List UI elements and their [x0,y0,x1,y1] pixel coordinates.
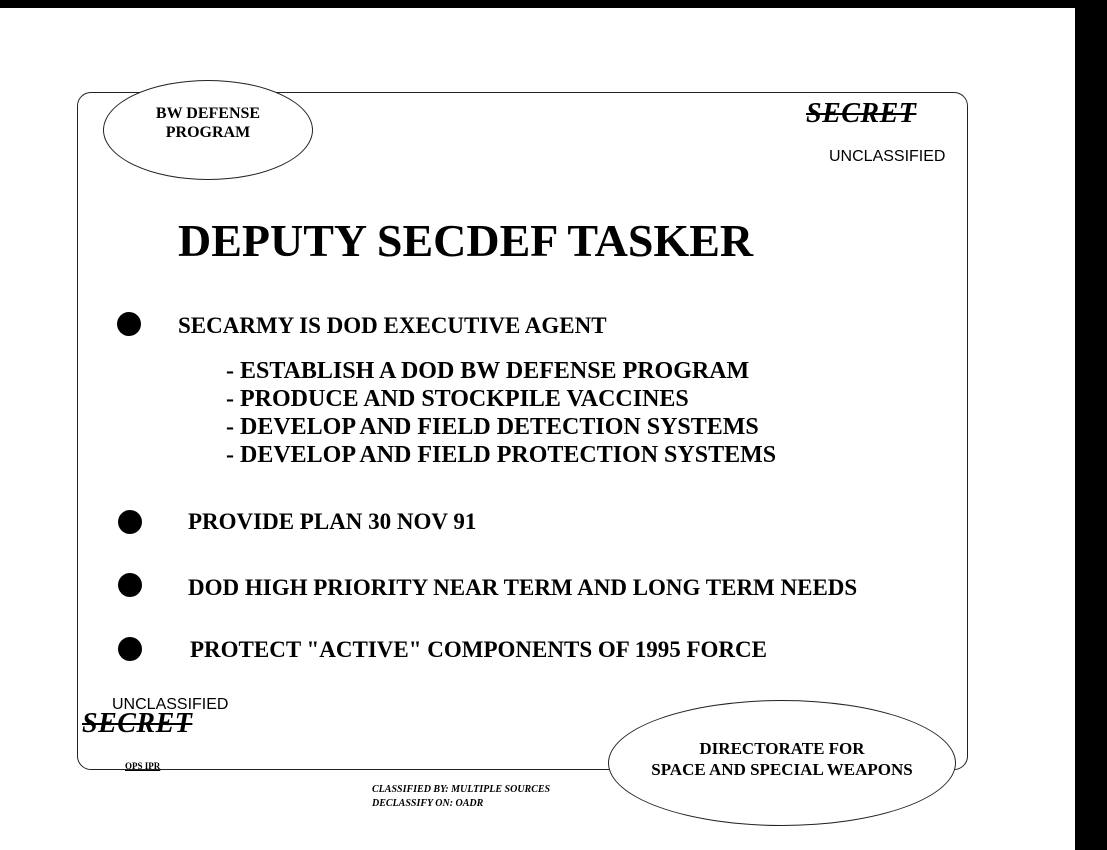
scan-border-right [1075,0,1107,850]
classified-by-note: CLASSIFIED BY: MULTIPLE SOURCES [372,784,551,795]
sub-item: - ESTABLISH A DOD BW DEFENSE PROGRAM [226,358,750,384]
bullet-text: SECARMY IS DOD EXECUTIVE AGENT [178,313,607,338]
classification-struck-bottom: SECRET [82,708,193,739]
classification-struck-top: SECRET [806,98,917,129]
sub-item: - PRODUCE AND STOCKPILE VACCINES [226,386,689,412]
program-logo-line2: PROGRAM [165,124,251,141]
sub-item: - DEVELOP AND FIELD DETECTION SYSTEMS [226,414,759,440]
bullet-text: PROTECT "ACTIVE" COMPONENTS OF 1995 FORCE [190,637,767,662]
declassify-note: DECLASSIFY ON: OADR [372,798,484,809]
program-logo-ellipse [103,80,313,180]
classification-top: UNCLASSIFIED [829,148,946,165]
classification-bottom: UNCLASSIFIED [112,696,229,713]
directorate-line2: SPACE AND SPECIAL WEAPONS [651,760,913,779]
scan-border-top [0,0,1107,8]
bullet-dot [118,637,142,661]
ops-label: OPS IPR [125,761,161,771]
bullet-dot [118,510,142,534]
program-logo-line1: BW DEFENSE [155,105,261,122]
bullet-text: PROVIDE PLAN 30 NOV 91 [188,509,477,534]
slide-title: DEPUTY SECDEF TASKER [178,215,754,266]
bullet-dot [117,312,141,336]
directorate-logo-ellipse [608,700,956,826]
bullet-dot [118,573,142,597]
bullet-text: DOD HIGH PRIORITY NEAR TERM AND LONG TERM NEEDS [188,575,858,600]
directorate-line1: DIRECTORATE FOR [699,739,865,758]
sub-item: - DEVELOP AND FIELD PROTECTION SYSTEMS [226,442,777,468]
